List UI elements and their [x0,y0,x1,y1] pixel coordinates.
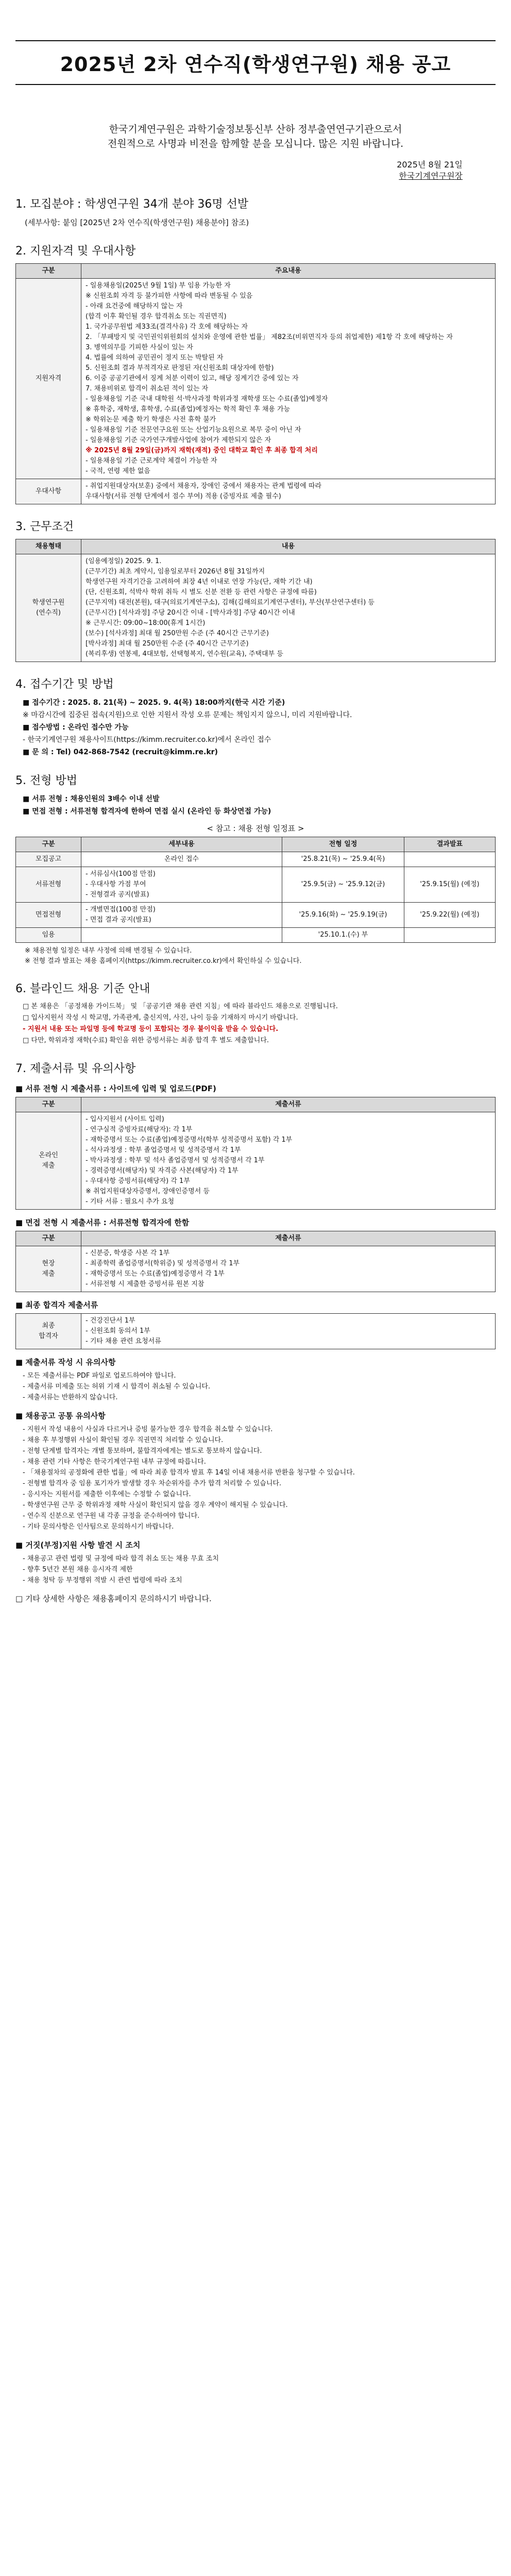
table-row [16,1314,496,1349]
table-row [16,1112,496,1210]
table-header: 구분 [16,837,81,852]
list-item: □ 입사지원서 작성 시 학교명, 가족관계, 출신지역, 사진, 나이 등을 기재하지 마시기 바랍니다. [23,1014,298,1022]
row-label: 현장 제출 [16,1246,81,1292]
block-heading: ■ 거짓(부정)지원 사항 발견 시 조치 [15,1540,141,1550]
announce-date: 2025년 8월 21일 [397,160,463,170]
schedule-table [15,837,496,943]
list-item: - 일용채용일 기준 전문연구요원 또는 산업기능요원으로 복무 중이 아닌 자 [86,426,301,434]
list-item: - 채용 후 부정행위 사실이 확인될 경우 직권면직 처리할 수 있습니다. [23,1436,224,1444]
list-item: 4. 법률에 의하여 공민권이 정지 또는 박탈된 자 [86,354,224,362]
documents-table-3 [15,1313,496,1349]
list-item: (합격 이후 확인될 경우 합격취소 또는 직권면직) [86,313,227,320]
list-item: (근무지역) 대전(본원), 대구(의료기계연구소), 김해(김해의료기계연구센터), 부산(부산연구센터) 등 [86,599,374,606]
list-item: ※ 학위논문 제출 학기 학생은 사전 휴학 불가 [86,416,216,423]
section-recruit-field [15,195,496,229]
list-item: - 재학증명서 또는 수료(졸업)예정증명서 각 1부 [86,1270,225,1278]
section-qualification [15,242,496,504]
table-header: 제출서류 [81,1097,496,1112]
list-item: - 석사과정생 : 학부 졸업증명서 및 성적증명서 각 1부 [86,1146,241,1154]
list-item: 7. 채용비위로 합격이 취소된 적이 있는 자 [86,385,209,393]
table-cell: - 개별면접(100점 만점) - 면접 결과 공지(발표) [81,903,282,928]
intro-line: 전원적으로 사명과 비전을 함께할 분을 모십니다. 많은 지원 바랍니다. [107,138,404,149]
table-cell [404,852,496,867]
qualification-table [15,263,496,504]
list-item: - 제출서류 미제출 또는 허위 기재 시 합격이 취소될 수 있습니다. [23,1383,211,1391]
block-heading: ■ 면접 전형 시 제출서류 : 서류전형 합격자에 한함 [15,1218,190,1227]
list-item: - 지원서 내용 또는 파일명 등에 학교명 등이 포함되는 경우 불이익을 받을 수 있습니다. [23,1025,279,1033]
table-row [16,1246,496,1292]
list-item: ※ 전형 결과 발표는 채용 홈페이지(https://kimm.recruiter.co.kr)에서 확인하실 수 있습니다. [25,957,302,965]
table-cell: 온라인 접수 [81,852,282,867]
list-item: - 응시자는 지원서를 제출한 이후에는 수정할 수 없습니다. [23,1490,191,1498]
title-box [15,40,496,85]
table-row [16,867,496,903]
list-item: ※ 신원조회 자격 등 불가피한 사항에 따라 변동될 수 있음 [86,292,253,300]
table-cell: '25.8.21(목) ~ '25.9.4(목) [282,852,404,867]
list-item: - 학생연구원 근무 중 학위과정 재학 사실이 확인되지 않을 경우 계약이 해지될 수 있습니다. [23,1501,288,1509]
table-cell: 모집공고 [16,852,81,867]
section-note: (세부사항: 붙임 [2025년 2차 연수직(학생연구원) 채용분야] 참조) [25,218,249,227]
list-item: 5. 신원조회 결과 부적격자로 판정된 자(신원조회 대상자에 한함) [86,364,274,372]
list-item: - 입사지원서 (사이트 입력) [86,1115,164,1123]
list-item: ※ 휴학중, 재학생, 휴학생, 수료(졸업)예정자는 학적 확인 후 채용 가능 [86,405,291,413]
list-item: - 전형별 합격자 중 임용 포기자가 발생할 경우 차순위자를 추가 합격 처리할 수 있습니다. [23,1480,282,1487]
list-item: (근무기간) 최초 계약시, 임용일로부터 2026년 8월 31일까지 [86,568,265,575]
table-cell: '25.9.15(월) (예정) [404,867,496,903]
row-content [81,1314,496,1349]
schedule-title: < 참고 : 채용 전형 일정표 > [207,824,304,833]
list-item: ■ 서류 전형 : 채용인원의 3배수 이내 선발 [23,795,160,803]
list-item: - 최종학력 졸업증명서(학위증) 및 성적증명서 각 1부 [86,1260,240,1267]
list-item: - 일용채용일 기준 근로계약 체결이 가능한 자 [86,457,217,465]
table-row [16,852,496,867]
block-heading: ■ 제출서류 작성 시 유의사항 [15,1358,116,1367]
list-item: - 국적, 연령 제한 없음 [86,467,150,475]
section-title: 5. 전형 방법 [15,774,77,787]
list-item: - 지원서 작성 내용이 사실과 다르거나 증빙 불가능한 경우 합격을 취소할 수 있습니다. [23,1426,273,1433]
section-title: 1. 모집분야 : 학생연구원 34개 분야 36명 선발 [15,198,249,211]
section-title: 2. 지원자격 및 우대사항 [15,245,136,258]
list-item: - 모든 제출서류는 PDF 파일로 업로드하여야 합니다. [23,1372,176,1380]
list-item: [박사과정] 최대 월 250만원 수준 (주 40시간 근무기준) [86,640,249,648]
row-label: 학생연구원 (연수직) [16,554,81,662]
documents-table-1 [15,1097,496,1210]
section-title: 7. 제출서류 및 유의사항 [15,1062,136,1075]
table-cell: '25.9.5(금) ~ '25.9.12(금) [282,867,404,903]
table-header: 전형 일정 [282,837,404,852]
row-content [81,1112,496,1210]
table-header: 구분 [16,1097,81,1112]
apply-method: ■ 접수방법 : 온라인 접수만 가능 [23,723,129,732]
table-header: 결과발표 [404,837,496,852]
table-header: 주요내용 [81,264,496,279]
list-item: - 연수직 신분으로 연구원 내 각종 규정을 준수하여야 합니다. [23,1512,200,1520]
list-item: - 일용채용일 기준 국가연구개발사업에 참여가 제한되지 않은 자 [86,436,271,444]
intro-text [0,122,511,151]
apply-period: ■ 접수기간 : 2025. 8. 21(목) ~ 2025. 9. 4(목) 18:00까지(한국 시간 기준) [23,699,285,707]
section-blind-hiring [15,980,496,1046]
table-cell [404,928,496,943]
list-item: 우대사항(서류 전형 단계에서 점수 부여) 적용 (증빙자료 제출 필수) [86,493,281,500]
row-content [81,1246,496,1292]
section-title: 4. 접수기간 및 방법 [15,678,114,691]
table-row [16,479,496,504]
table-cell: '25.9.22(월) (예정) [404,903,496,928]
list-item: - 일용채용일(2025년 9월 1일) 부 임용 가능한 자 [86,282,231,290]
conditions-table [15,539,496,662]
announce-org: 한국기계연구원장 [399,171,463,181]
list-item: - 기타 문의사항은 인사팀으로 문의하시기 바랍니다. [23,1523,174,1531]
list-item: (보수) [석사과정] 최대 월 250만원 수준 (주 40시간 근무기준) [86,630,269,637]
page-title: 2025년 2차 연수직(학생연구원) 채용 공고 [60,53,451,76]
row-label: 최종 합격자 [16,1314,81,1349]
list-item: (임용예정일) 2025. 9. 1. [86,557,162,565]
list-item: - 재학증명서 또는 수료(졸업)예정증명서(학부 성적증명서 포함) 각 1부 [86,1136,293,1144]
table-header: 구분 [16,264,81,279]
intro-line: 한국기계연구원은 과학기술정보통신부 산하 정부출연연구기관으로서 [109,124,402,135]
section-documents [15,1060,496,1604]
list-item: □ 본 채용은 「공정채용 가이드북」 및 「공공기관 채용 관련 지침」에 따라 블라인드 채용으로 진행됩니다. [23,1003,338,1010]
table-row [16,279,496,479]
list-item: (단, 신원조회, 석박사 학위 취득 시 별도 신분 전환 등 관련 사항은 규정에 따름) [86,588,317,596]
table-cell: '25.10.1.(수) 부 [282,928,404,943]
list-item: - 일용채용일 기준 국내 대학원 석·박사과정 학위과정 재학생 또는 수료(졸업)예정자 [86,395,328,403]
contact-info: ■ 문 의 : Tel) 042-868-7542 (recruit@kimm.re.kr) [23,748,218,756]
list-item: - 채용 청탁 등 부정행위 적발 시 관련 법령에 따라 조치 [23,1577,182,1584]
table-cell: 임용 [16,928,81,943]
block-heading: ■ 최종 합격자 제출서류 [15,1300,98,1310]
list-item: - 기타 채용 관련 요청서류 [86,1337,161,1345]
row-content [81,479,496,504]
list-item: - 경력증명서(해당자) 및 자격증 사본(해당자) 각 1부 [86,1167,239,1175]
list-item: 3. 병역의무를 기피한 사실이 있는 자 [86,344,193,351]
table-row [16,554,496,662]
list-item: - 서류전형 시 제출한 증빙서류 원본 지참 [86,1280,205,1288]
list-item: - 기타 서류 : 필요시 추가 요청 [86,1198,175,1206]
table-header: 세부내용 [81,837,282,852]
table-cell: - 서류심사(100점 만점) - 우대사항 가점 부여 - 전형결과 공지(발표) [81,867,282,903]
list-item: - 우대사항 증빙서류(해당자) 각 1부 [86,1177,190,1185]
list-item: ※ 마감시간에 집중된 접속(지원)으로 인한 지원서 작성 오류 문제는 책임지지 않으니, 미리 지원바랍니다. [23,711,352,719]
row-label: 우대사항 [16,479,81,504]
row-label: 지원자격 [16,279,81,479]
list-item: - 박사과정생 : 학부 및 석사 졸업증명서 및 성적증명서 각 1부 [86,1157,265,1164]
table-row [16,903,496,928]
list-item: - 제출서류는 반환하지 않습니다. [23,1394,118,1401]
list-item: - 신분증, 학생증 사본 각 1부 [86,1249,170,1257]
table-cell [81,928,282,943]
announcement-page [0,40,511,1622]
block-heading: ■ 서류 전형 시 제출서류 : 사이트에 입력 및 업로드(PDF) [15,1084,216,1093]
table-cell: 면접전형 [16,903,81,928]
list-item: □ 다만, 학위과정 재학(수료) 확인을 위한 증빙서류는 최종 합격 후 별도 제출합니다. [23,1037,269,1044]
section-application [15,675,496,758]
table-header: 채용형태 [16,539,81,554]
recruit-site-link[interactable]: - 한국기계연구원 채용사이트(https://kimm.recruiter.co.kr)에서 온라인 접수 [23,736,271,744]
list-item: - 건강진단서 1부 [86,1317,135,1325]
table-header: 내용 [81,539,496,554]
table-cell: 서류전형 [16,867,81,903]
row-label: 온라인 제출 [16,1112,81,1210]
table-header: 구분 [16,1231,81,1246]
list-item: - 취업지원대상자(보훈) 중에서 채용자, 장애인 중에서 채용자는 관계 법령에 따라 [86,482,322,490]
list-item: - 채용 관련 기타 사항은 한국기계연구원 내부 규정에 따릅니다. [23,1458,206,1466]
table-cell: '25.9.16(화) ~ '25.9.19(금) [282,903,404,928]
section-work-conditions [15,518,496,662]
documents-table-2 [15,1231,496,1292]
highlight-note: ※ 2025년 8월 29일(금)까지 재학(재적) 중인 대학교 확인 후 최종 합격 처리 [86,447,318,454]
section-title: 3. 근무조건 [15,520,74,533]
list-item: ■ 면접 전형 : 서류전형 합격자에 한하여 면접 실시 (온라인 등 화상면접 가능) [23,807,271,816]
list-item: (근무시간) [석사과정] 주당 20시간 이내 - [박사과정] 주당 40시간 이내 [86,609,295,617]
list-item: (복리후생) 연봉제, 4대보험, 선택형복지, 연수원(교육), 주택대부 등 [86,650,283,658]
list-item: - 채용공고 관련 법령 및 규정에 따라 합격 취소 또는 채용 무효 조치 [23,1555,219,1563]
section-selection [15,772,496,967]
list-item: - 전형 단계별 합격자는 개별 통보하며, 불합격자에게는 별도로 통보하지 않습니다. [23,1447,262,1455]
list-item: 학생연구원 자격기간을 고려하여 최장 4년 이내로 연장 가능(단, 재학 기간 내) [86,578,313,586]
list-item: ※ 취업지원대상자증명서, 장애인증명서 등 [86,1188,210,1195]
section-title: 6. 블라인드 채용 기준 안내 [15,982,150,995]
table-header: 제출서류 [81,1231,496,1246]
block-heading: ■ 채용공고 공통 유의사항 [15,1411,106,1420]
list-item: - 연구실적 증빙자료(해당자): 각 1부 [86,1126,193,1133]
list-item: - 아래 요건중에 해당하지 않는 자 [86,302,183,310]
list-item: ※ 근무시간: 09:00~18:00(휴게 1시간) [86,619,206,627]
table-row [16,928,496,943]
final-note: □ 기타 상세한 사항은 채용홈페이지 문의하시기 바랍니다. [15,1594,212,1603]
list-item: 6. 이중 공공기관에서 징계 처분 이력이 있고, 해당 징계기간 중에 있는 자 [86,375,299,382]
list-item: - 향후 5년간 본원 채용 응시자격 제한 [23,1566,133,1573]
row-content [81,279,496,479]
list-item: - 「채용절차의 공정화에 관한 법률」에 따라 최종 합격자 발표 후 14일 이내 채용서류 반환을 청구할 수 있습니다. [23,1469,355,1477]
list-item: 2. 「부패방지 및 국민권익위원회의 설치와 운영에 관한 법률」 제82조(비위면직자 등의 취업제한) 제1항 각 호에 해당하는 자 [86,333,453,341]
list-item: ※ 채용전형 일정은 내부 사정에 의해 변경될 수 있습니다. [25,947,192,955]
list-item: 1. 국가공무원법 제33조(결격사유) 각 호에 해당하는 자 [86,323,248,331]
list-item: - 신원조회 동의서 1부 [86,1327,150,1335]
row-content [81,554,496,662]
